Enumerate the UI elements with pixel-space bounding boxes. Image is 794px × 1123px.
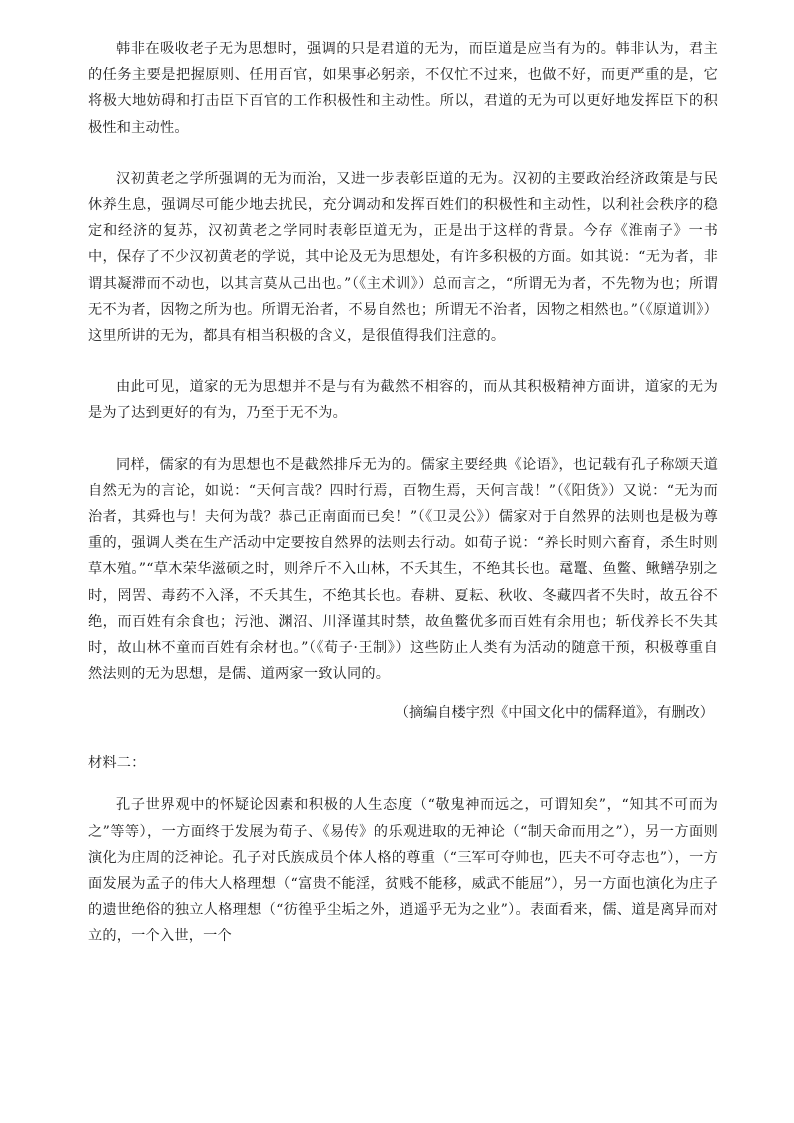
source-citation: （摘编自楼宇烈《中国文化中的儒释道》，有删改） [394,705,714,722]
paragraph-confucian-wuwei: 同样，儒家的有为思想也不是截然排斥无为的。儒家主要经典《论语》，也记载有孔子称颂天道自然无为的言论，如说：“天何言哉？四时行焉，百物生焉，天何言哉！”（《阳货》）又说：“无为而治者，其舜也与！夫何为哉？恭己正南面而已矣！”（《卫灵公》）儒家对于自然界的法则也是极为尊重的，强调人类在生产活动中定要按自然界的法则去行动。如荀子说：“养长时则六畜育，杀生时则草木殖。”“草木荣华滋硕之时，则斧斤不入山林，不夭其生，不绝其长也。鼋鼍、鱼鳖、鳅鳝孕别之时，罔罟、毒药不入泽，不夭其生，不绝其长也。春耕、夏耘、秋收、冬藏四者不失时，故五谷不绝，而百姓有余食也；污池、渊沼、川泽谨其时禁，故鱼鳖优多而百姓有余用也；斩伐养长不失其时，故山林不童而百姓有余材也。”（《荀子·王制》）这些防止人类有为活动的随意干预，积极尊重自然法则的无为思想，是儒、道两家一致认同的。 [88,456,718,683]
paragraph-han-fei: 韩非在吸收老子无为思想时，强调的只是君道的无为，而臣道是应当有为的。韩非认为，君主的任务主要是把握原则、任用百官，如果事必躬亲，不仅忙不过来，也做不好，而更严重的是，它将极大地妨碍和打击臣下百官的工作积极性和主动性。所以，君道的无为可以更好地发挥臣下的积极性和主动性。 [88,41,718,136]
paragraph-daoist-conclusion: 由此可见，道家的无为思想并不是与有为截然不相容的，而从其积极精神方面讲，道家的无为是为了达到更好的有为，乃至于无不为。 [88,379,718,422]
document-page [88,36,718,950]
paragraph-han-huang-lao: 汉初黄老之学所强调的无为而治，又进一步表彰臣道的无为。汉初的主要政治经济政策是与民休养生息，强调尽可能少地去扰民，充分调动和发挥百姓们的积极性和主动性，以利社会秩序的稳定和经济的复苏，汉初黄老之学同时表彰臣道无为，正是出于这样的背景。今存《淮南子》一书中，保存了不少汉初黄老的学说，其中论及无为思想处，有许多积极的方面。如其说：“无为者，非谓其凝滞而不动也，以其言莫从己出也。”（《主术训》）总而言之，“所谓无为者，不先物为也；所谓无不为者，因物之所为也。所谓无治者，不易自然也；所谓无不治者，因物之相然也。”（《原道训》）这里所讲的无为，都具有相当积极的含义，是很值得我们注意的。 [88,170,718,345]
paragraph-material-two: 孔子世界观中的怀疑论因素和积极的人生态度（“敬鬼神而远之，可谓知矣”，“知其不可而为之”等等），一方面终于发展为荀子、《易传》的乐观进取的无神论（“制天命而用之”），另一方面则演化为庄周的泛神论。孔子对氏族成员个体人格的尊重（“三军可夺帅也，匹夫不可夺志也”），一方面发展为孟子的伟大人格理想（“富贵不能淫，贫贱不能移，威武不能屈”），另一方面也演化为庄子的遗世绝俗的独立人格理想（“彷徨乎尘垢之外，逍遥乎无为之业”）。表面看来，儒、道是离异而对立的，一个入世，一个 [88,797,718,945]
material-two-heading: 材料二： [88,755,146,772]
